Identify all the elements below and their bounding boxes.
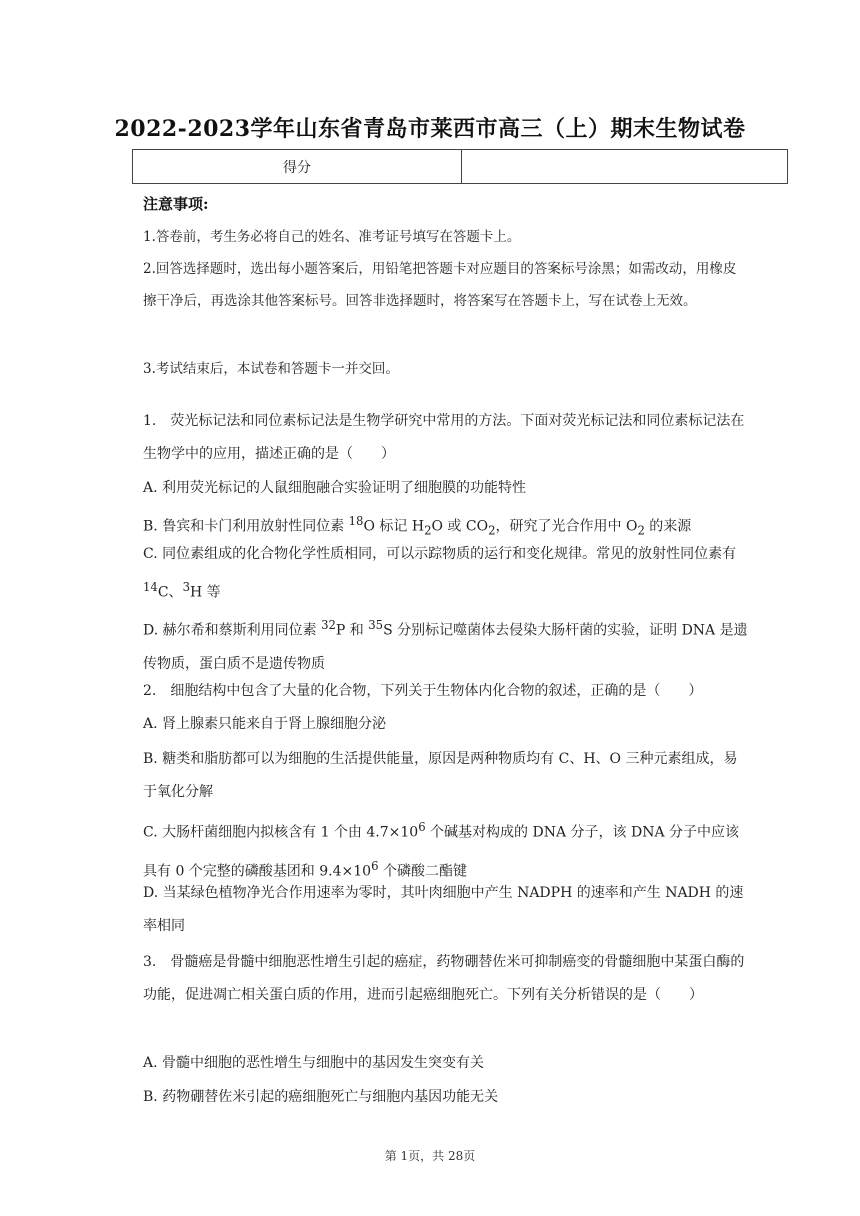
question-2-option-b: B. 糖类和脂肪都可以为细胞的生活提供能量，原因是两种物质均有 C、H、O 三种元素组成，易于氧化分解 [143,751,738,800]
question-2-stem: 2. 细胞结构中包含了大量的化合物，下列关于生物体内化合物的叙述，正确的是（ ） [143,683,703,699]
score-value-cell[interactable] [462,150,788,184]
question-2-option-a: A. 肾上腺素只能来自于肾上腺细胞分泌 [143,716,387,732]
score-table [132,149,788,184]
question-3-stem: 3. 骨髓癌是骨髓中细胞恶性增生引起的癌症，药物硼替佐米可抑制癌变的骨髓细胞中某蛋白酶的功能，促进凋亡相关蛋白质的作用，进而引起癌细胞死亡。下列有关分析错误的是（ ） [143,954,745,1003]
notice-item-1: 1.答卷前，考生务必将自己的姓名、准考证号填写在答题卡上。 [143,229,521,245]
question-1-option-a: A. 利用荧光标记的人鼠细胞融合实验证明了细胞膜的功能特性 [143,480,527,496]
question-1-stem: 1. 荧光标记法和同位素标记法是生物学研究中常用的方法。下面对荧光标记法和同位素标记法在生物学中的应用，描述正确的是（ ） [143,413,745,462]
score-label: 得分 [133,150,462,184]
notice-item-2: 2.回答选择题时，选出每小题答案后，用铅笔把答题卡对应题目的答案标号涂黑；如需改动，用橡皮擦干净后，再选涂其他答案标号。回答非选择题时，将答案写在答题卡上，写在试卷上无效。 [143,261,737,309]
question-3-option-b: B. 药物硼替佐米引起的癌细胞死亡与细胞内基因功能无关 [143,1089,499,1105]
question-1-option-c: C. 同位素组成的化合物化学性质相同，可以示踪物质的运行和变化规律。常见的放射性同位素有 $^{14}$C、$^3$H 等 [143,546,737,601]
question-3-option-a: A. 骨髓中细胞的恶性增生与细胞中的基因发生突变有关 [143,1055,485,1071]
question-2-option-d: D. 当某绿色植物净光合作用速率为零时，其叶肉细胞中产生 NADPH 的速率和产生 NADH 的速率相同 [143,885,744,934]
question-1-option-b: B. 鲁宾和卡门利用放射性同位素 $^{18}$O 标记 $H_2O$ 或 $CO_2$，研究了光合作用中 $O_2$ 的来源 [143,514,692,538]
question-1-option-d: D. 赫尔希和蔡斯利用同位素 $^{32}$P 和 $^{35}$S 分别标记噬菌体去侵染大肠杆菌的实验，证明 DNA 是遗传物质，蛋白质不是遗传物质 [143,618,748,672]
notice-item-3: 3.考试结束后，本试卷和答题卡一并交回。 [143,361,399,377]
question-2-option-c: C. 大肠杆菌细胞内拟核含有 1 个由 $4.7\times 10^6$ 个碱基对构成的 DNA 分子，该 DNA 分子中应该具有 0 个完整的磷酸基团和 $9.4\times 10^6$ 个磷酸二酯键 [143,820,740,880]
exam-title: 2022-2023学年山东省青岛市莱西市高三（上）期末生物试卷 [114,116,746,142]
page-footer: 第 1页，共 28页 [384,1149,476,1163]
notice-heading: 注意事项: [143,195,209,213]
